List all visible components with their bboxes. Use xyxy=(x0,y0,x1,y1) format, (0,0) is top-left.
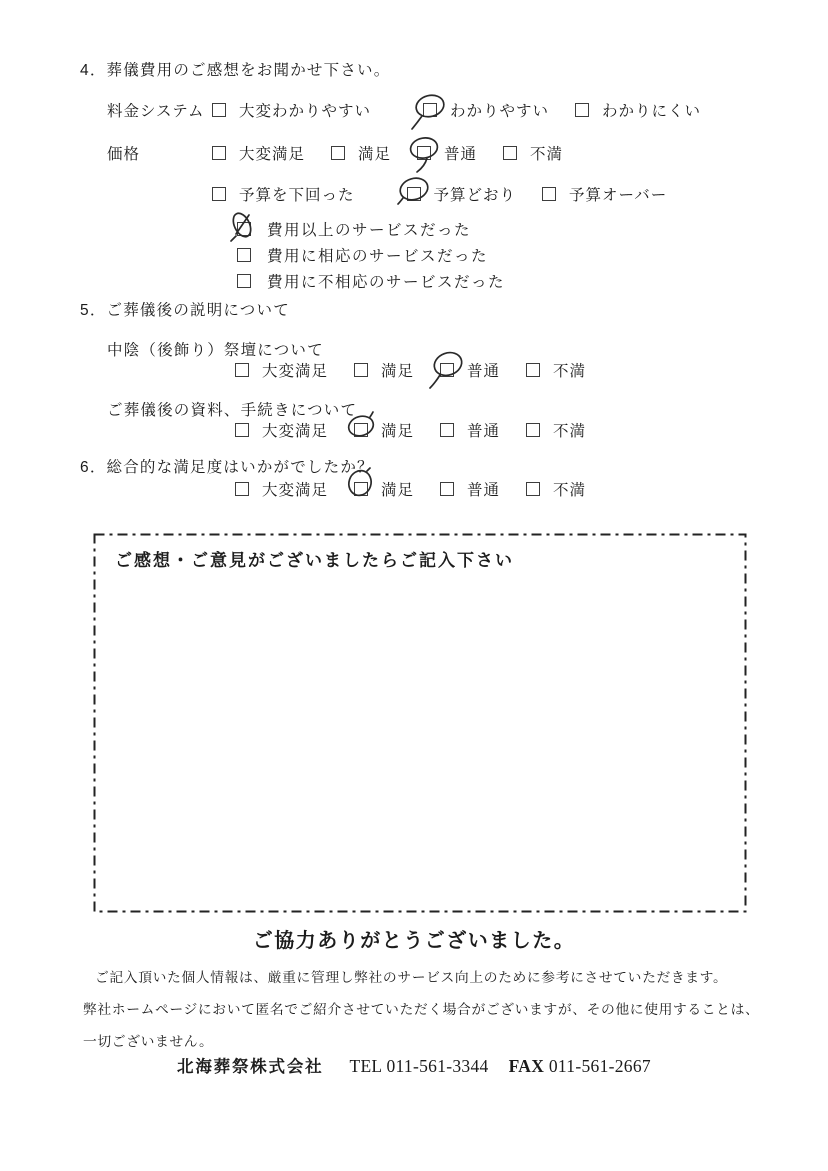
checkbox-docs-satisfied[interactable] xyxy=(354,423,368,437)
checkbox-price-satisfied[interactable] xyxy=(331,146,345,160)
budget-row xyxy=(212,183,667,205)
fee-system-label: 料金システム xyxy=(107,103,205,120)
documents-row xyxy=(235,419,586,441)
option-label: 満足 xyxy=(381,363,415,380)
checkbox-over-budget[interactable] xyxy=(542,187,556,201)
option-label: 満足 xyxy=(358,146,392,163)
option-fee-clear xyxy=(423,99,549,121)
option-price-neutral xyxy=(417,142,477,164)
option-docs-neutral xyxy=(440,419,500,441)
checkbox-overall-satisfied[interactable] xyxy=(354,482,368,496)
fax-label: FAX xyxy=(508,1056,545,1076)
option-service-matched-cost xyxy=(237,244,505,266)
option-docs-dissatisfied xyxy=(526,419,586,441)
option-label: 予算を下回った xyxy=(239,187,355,204)
option-label: 費用以上のサービスだった xyxy=(267,222,472,239)
option-label: 予算どおり xyxy=(433,187,517,204)
price-row xyxy=(107,142,563,164)
tel-label: TEL xyxy=(349,1056,382,1076)
option-overall-satisfied xyxy=(354,478,414,500)
privacy-note xyxy=(83,962,759,1058)
altar-row xyxy=(235,359,586,381)
option-label: 費用に相応のサービスだった xyxy=(267,248,489,265)
question-4-heading: 4．葬儀費用のご感想をお聞かせ下さい。 xyxy=(80,62,391,79)
option-label: 大変満足 xyxy=(262,423,329,440)
option-overall-very-satisfied xyxy=(235,478,328,500)
checkbox-price-dissatisfied[interactable] xyxy=(503,146,517,160)
checkbox-altar-very-satisfied[interactable] xyxy=(235,363,249,377)
comment-box xyxy=(93,533,747,913)
option-label: 費用に不相応のサービスだった xyxy=(267,274,506,291)
option-label: 満足 xyxy=(381,423,415,440)
option-docs-very-satisfied xyxy=(235,419,328,441)
option-label: 普通 xyxy=(467,363,501,380)
option-label: 不満 xyxy=(553,482,587,499)
option-label: 大変わかりやすい xyxy=(239,103,372,120)
tel-number: 011-561-3344 xyxy=(386,1056,489,1076)
checkbox-fee-clear[interactable] xyxy=(423,103,437,117)
handwritten-circle-mark xyxy=(409,89,451,133)
option-service-below-cost xyxy=(237,270,505,292)
option-label: 不満 xyxy=(530,146,564,163)
checkbox-fee-unclear[interactable] xyxy=(575,103,589,117)
option-altar-dissatisfied xyxy=(526,359,586,381)
service-value-options xyxy=(237,218,505,292)
question-6-heading: 6．総合的な満足度はいかがでしたか？ xyxy=(80,459,374,476)
checkbox-altar-dissatisfied[interactable] xyxy=(526,363,540,377)
option-altar-neutral xyxy=(440,359,500,381)
option-label: わかりにくい xyxy=(602,103,702,120)
checkbox-service-matched-cost[interactable] xyxy=(237,248,251,262)
checkbox-docs-dissatisfied[interactable] xyxy=(526,423,540,437)
option-altar-satisfied xyxy=(354,359,414,381)
checkbox-docs-neutral[interactable] xyxy=(440,423,454,437)
option-service-above-cost xyxy=(237,218,505,240)
privacy-line: 弊社ホームページにおいて匿名でご紹介させていただく場合がございますが、その他に使用することは、 xyxy=(83,1002,760,1017)
option-label: 大変満足 xyxy=(239,146,306,163)
checkbox-overall-neutral[interactable] xyxy=(440,482,454,496)
option-docs-satisfied xyxy=(354,419,414,441)
altar-label: 中陰（後飾り）祭壇について xyxy=(107,342,324,359)
option-fee-very-clear xyxy=(212,99,371,121)
option-label: 普通 xyxy=(467,423,501,440)
comment-input-area[interactable] xyxy=(103,578,737,903)
option-overall-neutral xyxy=(440,478,500,500)
option-label: 予算オーバー xyxy=(569,187,668,204)
checkbox-overall-dissatisfied[interactable] xyxy=(526,482,540,496)
checkbox-overall-very-satisfied[interactable] xyxy=(235,482,249,496)
option-price-satisfied xyxy=(331,142,391,164)
checkbox-on-budget[interactable] xyxy=(407,187,421,201)
option-price-dissatisfied xyxy=(503,142,563,164)
checkbox-service-below-cost[interactable] xyxy=(237,274,251,288)
option-label: 不満 xyxy=(553,423,587,440)
handwritten-circle-mark xyxy=(393,173,435,217)
privacy-line: 一切ございません。 xyxy=(83,1034,214,1049)
option-over-budget xyxy=(542,183,667,205)
checkbox-under-budget[interactable] xyxy=(212,187,226,201)
price-label: 価格 xyxy=(107,146,141,163)
question-5-heading: 5．ご葬儀後の説明について xyxy=(80,302,290,319)
option-label: 普通 xyxy=(444,146,478,163)
option-on-budget xyxy=(407,183,517,205)
tel-contact xyxy=(349,1056,488,1077)
checkbox-docs-very-satisfied[interactable] xyxy=(235,423,249,437)
fax-contact xyxy=(509,1056,651,1077)
closing-message: ご協力ありがとうございました。 xyxy=(252,930,576,952)
option-altar-very-satisfied xyxy=(235,359,328,381)
option-label: 普通 xyxy=(467,482,501,499)
fax-number: 011-561-2667 xyxy=(548,1056,651,1076)
option-label: 不満 xyxy=(553,363,587,380)
checkbox-service-above-cost[interactable] xyxy=(237,222,251,236)
option-fee-unclear xyxy=(575,99,701,121)
option-under-budget xyxy=(212,183,355,205)
comment-box-label: ご感想・ご意見がございましたらご記入下さい xyxy=(115,551,514,570)
documents-label: ご葬儀後の資料、手続きについて xyxy=(107,402,358,419)
checkbox-altar-satisfied[interactable] xyxy=(354,363,368,377)
checkbox-price-very-satisfied[interactable] xyxy=(212,146,226,160)
privacy-line: ご記入頂いた個人情報は、厳重に管理し弊社のサービス向上のために参考にさせていただきます。 xyxy=(95,970,728,985)
option-label: 満足 xyxy=(381,482,415,499)
overall-row xyxy=(235,478,586,500)
checkbox-fee-very-clear[interactable] xyxy=(212,103,226,117)
option-label: 大変満足 xyxy=(262,363,329,380)
handwritten-circle-mark xyxy=(426,349,468,393)
fee-system-row xyxy=(107,99,701,121)
option-price-very-satisfied xyxy=(212,142,305,164)
company-name: 北海葬祭株式会社 xyxy=(177,1058,324,1076)
option-label: 大変満足 xyxy=(262,482,329,499)
checkbox-altar-neutral[interactable] xyxy=(440,363,454,377)
option-label: わかりやすい xyxy=(450,103,550,120)
footer xyxy=(0,1053,828,1077)
option-overall-dissatisfied xyxy=(526,478,586,500)
checkbox-price-neutral[interactable] xyxy=(417,146,431,160)
handwritten-circle-mark xyxy=(403,132,445,176)
